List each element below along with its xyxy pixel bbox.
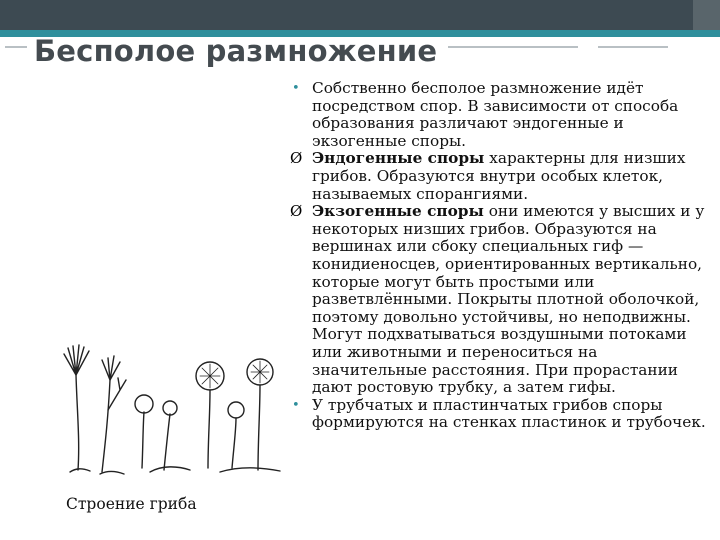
list-item: [288, 80, 708, 150]
bullet-icon: •: [292, 81, 300, 96]
item-lead: Эндогенные споры: [312, 149, 485, 168]
slide-body: [288, 80, 708, 432]
title-rule-left: [5, 46, 27, 48]
header-bar: [0, 0, 720, 30]
item-text: Собственно бесполое размножение идёт посредством спор. В зависимости от способа образования различают эндогенные и экзогенные споры.: [312, 79, 679, 150]
item-text: У трубчатых и пластинчатых грибов споры формируются на стенках пластинок и трубочек.: [312, 395, 706, 432]
header-corner: [693, 0, 720, 30]
slide-title: Бесполое размножение: [34, 34, 438, 68]
item-lead: Экзогенные споры: [312, 202, 484, 221]
item-text: характерны для низших грибов. Образуются внутри особых клеток, называемых спорангиями.: [312, 149, 686, 203]
arrow-bullet-icon: Ø: [290, 149, 303, 168]
list-item: [288, 150, 708, 203]
title-rule-right-2: [598, 46, 668, 48]
title-rule-right: [448, 46, 578, 48]
bullet-icon: •: [292, 397, 300, 413]
list-item: [288, 397, 708, 432]
figure-caption: Строение гриба: [66, 495, 197, 513]
item-text: они имеются у высших и у некоторых низших грибов. Образуются на вершинах или сбоку специальных гиф — конидиеносцев, ориентированных вертикально, которые могут быть простыми или разветвлёнными. Покрыты плотной оболочкой, поэтому довольно устойчивы, но неподвижны. Могут подхватываться воздушными потоками или животными и переноситься на значительные расстояния. При прорастании дают ростовую трубку, а затем гифы.: [312, 202, 705, 397]
fungus-structure-illustration: [50, 340, 290, 485]
list-item: [288, 203, 708, 397]
arrow-bullet-icon: Ø: [290, 202, 303, 221]
